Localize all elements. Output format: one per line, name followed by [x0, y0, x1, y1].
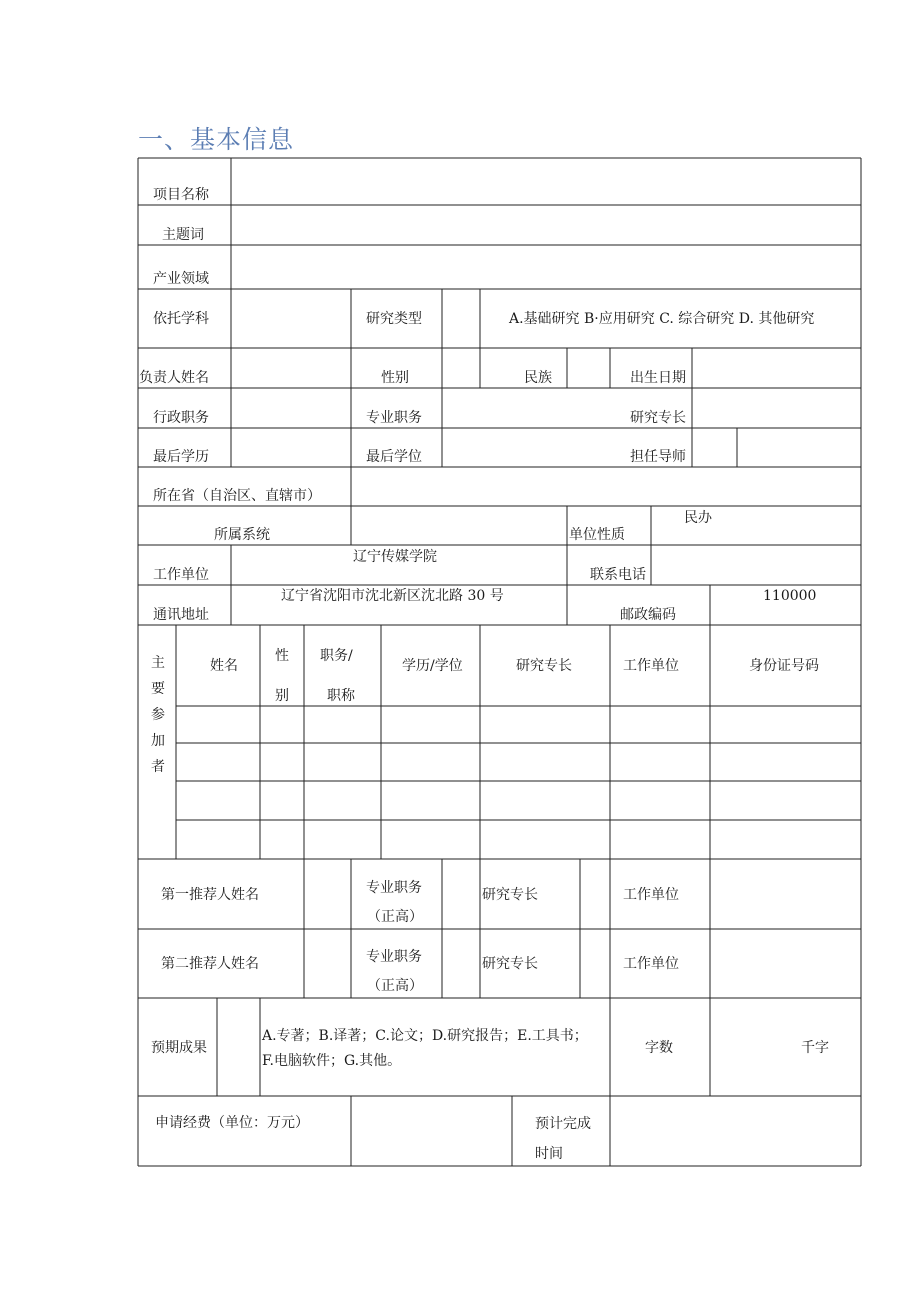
col-name-header: 姓名 — [210, 658, 238, 674]
industry-label: 产业领域 — [153, 271, 209, 287]
first-recommender-prof-post-1: 专业职务 — [366, 880, 422, 896]
col-post-header-1: 职务/ — [320, 648, 353, 664]
second-recommender-prof-post-2: （正高） — [367, 978, 423, 994]
word-count-unit: 千字 — [801, 1040, 829, 1056]
system-label: 所属系统 — [214, 527, 270, 543]
first-recommender-label: 第一推荐人姓名 — [161, 887, 259, 903]
prof-post-label: 专业职务 — [366, 410, 422, 426]
research-type-label: 研究类型 — [366, 311, 422, 327]
work-unit-label: 工作单位 — [153, 567, 209, 583]
address-value: 辽宁省沈阳市沈北新区沈北路 30 号 — [281, 588, 504, 604]
project-name-label: 项目名称 — [153, 187, 209, 203]
first-recommender-expertise: 研究专长 — [482, 887, 538, 903]
gender-label: 性别 — [381, 370, 409, 386]
participants-label-char: 要 — [151, 681, 165, 697]
ethnicity-label: 民族 — [524, 370, 552, 386]
supervisor-label: 担任导师 — [630, 449, 686, 465]
completion-time-label-2: 时间 — [535, 1146, 563, 1162]
research-type-options: A.基础研究 B·应用研究 C. 综合研究 D. 其他研究 — [509, 311, 815, 327]
participants-label — [150, 650, 166, 780]
col-unit-header: 工作单位 — [623, 658, 679, 674]
participants-label-char: 参 — [151, 707, 165, 723]
admin-post-label: 行政职务 — [153, 410, 209, 426]
participants-label-char: 加 — [151, 733, 165, 749]
expertise-label: 研究专长 — [630, 410, 686, 426]
col-expertise-header: 研究专长 — [516, 658, 572, 674]
province-label: 所在省（自治区、直辖市） — [153, 488, 321, 504]
second-recommender-label: 第二推荐人姓名 — [161, 956, 259, 972]
section-title: 一、基本信息 — [138, 125, 295, 154]
unit-nature-value: 民办 — [684, 510, 712, 526]
funding-label: 申请经费（单位：万元） — [155, 1115, 309, 1131]
outcome-options: A.专著；B.译著；C.论文；D.研究报告；E.工具书；F.电脑软件；G.其他。 — [262, 1028, 588, 1069]
last-degree-label: 最后学位 — [366, 449, 422, 465]
first-recommender-prof-post-2: （正高） — [367, 909, 423, 925]
address-label: 通讯地址 — [153, 607, 209, 623]
postcode-label: 邮政编码 — [620, 607, 676, 623]
second-recommender-expertise: 研究专长 — [482, 956, 538, 972]
col-gender-header-2: 别 — [275, 688, 289, 704]
col-id-header: 身份证号码 — [749, 658, 819, 674]
leader-name-label: 负责人姓名 — [139, 370, 209, 386]
second-recommender-unit: 工作单位 — [623, 956, 679, 972]
birth-date-label: 出生日期 — [630, 370, 686, 386]
participants-label-char: 主 — [151, 655, 165, 671]
discipline-label: 依托学科 — [153, 311, 209, 327]
postcode-value: 110000 — [763, 588, 817, 604]
col-post-header-2: 职称 — [327, 688, 355, 704]
phone-label: 联系电话 — [590, 567, 646, 583]
unit-nature-label: 单位性质 — [569, 527, 625, 543]
keywords-label: 主题词 — [162, 227, 204, 243]
col-gender-header-1: 性 — [275, 648, 289, 664]
second-recommender-prof-post-1: 专业职务 — [366, 949, 422, 965]
work-unit-value: 辽宁传媒学院 — [353, 549, 437, 565]
completion-time-label-1: 预计完成 — [535, 1116, 591, 1132]
first-recommender-unit: 工作单位 — [623, 887, 679, 903]
last-education-label: 最后学历 — [153, 449, 209, 465]
participants-label-char: 者 — [151, 759, 165, 775]
outcome-label: 预期成果 — [151, 1040, 207, 1056]
col-education-header: 学历/学位 — [402, 658, 463, 674]
word-count-label: 字数 — [645, 1040, 673, 1056]
